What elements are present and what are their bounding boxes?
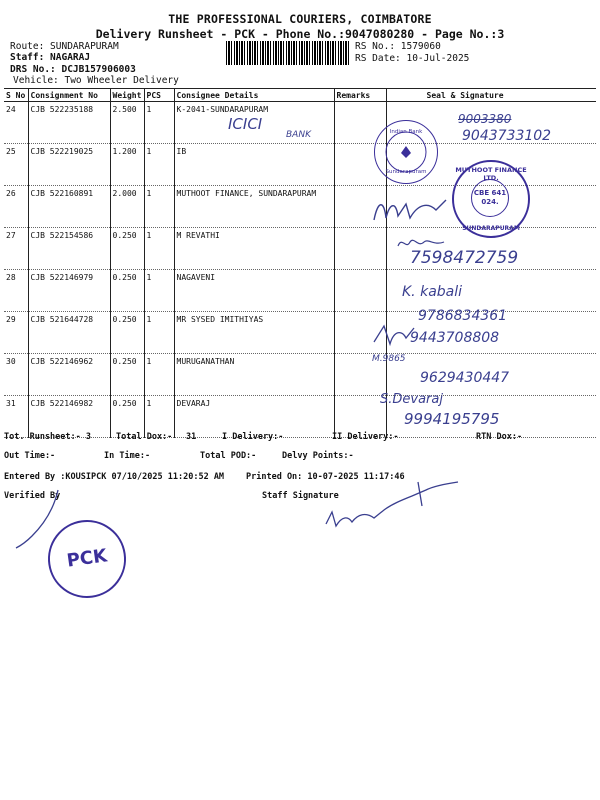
cell-pcs: 1 <box>144 228 174 270</box>
cell-consignee: NAGAVENI <box>174 270 334 312</box>
company-name: THE PROFESSIONAL COURIERS, COIMBATORE <box>168 12 432 26</box>
col-consignment: Consignment No <box>28 89 110 102</box>
cell-sno: 28 <box>4 270 28 312</box>
staff-label: Staff: NAGARAJ <box>10 52 91 63</box>
cell-consignee: M REVATHI <box>174 228 334 270</box>
col-remarks: Remarks <box>334 89 386 102</box>
cell-pcs: 1 <box>144 354 174 396</box>
cell-sno: 29 <box>4 312 28 354</box>
bank-seal-top: Indian Bank <box>389 129 423 135</box>
in-time-label: In Time:- <box>104 451 151 461</box>
rs-number: RS No.: 1579060 <box>355 41 441 52</box>
handwritten-bank: BANK <box>286 130 311 140</box>
handwritten-signature-31: S.Devaraj <box>380 392 443 407</box>
cell-sno: 27 <box>4 228 28 270</box>
col-weight: Weight <box>110 89 144 102</box>
handwritten-phone-struck: 9003380 <box>458 112 512 126</box>
cell-consignment: CJB 522146979 <box>28 270 110 312</box>
table-header <box>4 89 596 102</box>
cell-consignment: CJB 522146982 <box>28 396 110 438</box>
muthoot-stamp-bottom: SUNDARAPURAM <box>462 225 520 232</box>
cell-weight: 0.250 <box>110 312 144 354</box>
cell-consignee: MURUGANATHAN <box>174 354 334 396</box>
cell-sno: 26 <box>4 186 28 228</box>
handwritten-mobile-30: M.9865 <box>372 354 406 364</box>
cell-pcs: 1 <box>144 312 174 354</box>
col-sno: S No <box>4 89 28 102</box>
rs-date: RS Date: 10-Jul-2025 <box>355 53 470 64</box>
cell-remarks <box>334 270 386 312</box>
cell-consignee: MR SYSED IMITHIYAS <box>174 312 334 354</box>
handwritten-phone-30: 9629430447 <box>420 370 510 386</box>
cell-sno: 25 <box>4 144 28 186</box>
cell-pcs: 1 <box>144 102 174 144</box>
cell-pcs: 1 <box>144 144 174 186</box>
cell-sno: 24 <box>4 102 28 144</box>
cell-consignee: IB <box>174 144 334 186</box>
cell-sno: 30 <box>4 354 28 396</box>
cell-weight: 0.250 <box>110 228 144 270</box>
cell-consignment: CJB 522219025 <box>28 144 110 186</box>
runsheet-title: Delivery Runsheet - PCK - Phone No.:9047080280 - Page No.:3 <box>95 27 505 41</box>
vehicle-label: Vehicle: Two Wheeler Delivery <box>13 75 179 86</box>
cell-remarks <box>334 228 386 270</box>
cell-consignee: K-2041-SUNDARAPURAM <box>174 102 334 144</box>
delvy-points-label: Delvy Points:- <box>282 451 354 461</box>
col-pcs: PCS <box>144 89 174 102</box>
cell-weight: 2.000 <box>110 186 144 228</box>
total-dox-value: 31 <box>186 432 197 442</box>
cell-consignment: CJB 522235188 <box>28 102 110 144</box>
handwritten-phone-31: 9994195795 <box>404 410 500 428</box>
cell-weight: 0.250 <box>110 396 144 438</box>
signature-26 <box>370 196 450 226</box>
col-seal: Seal & Signature <box>386 89 596 102</box>
staff-signature-label: Staff Signature <box>262 491 339 501</box>
cell-consignment: CJB 522146962 <box>28 354 110 396</box>
table-row <box>4 312 596 354</box>
printed-on: Printed On: 10-07-2025 11:17:46 <box>246 472 405 482</box>
bank-seal-stamp <box>374 120 438 184</box>
cell-consignee: DEVARAJ <box>174 396 334 438</box>
muthoot-stamp-center: CBE 641 024. <box>471 179 509 217</box>
i-delivery-label: I Delivery:- <box>222 432 284 442</box>
handwritten-phone-27: 7598472759 <box>410 248 519 268</box>
staff-signature-scribble <box>322 476 462 532</box>
handwritten-phone-29a: 9786834361 <box>418 308 508 324</box>
total-runsheet: Tot. Runsheet:- 3 <box>4 432 91 442</box>
ii-delivery-label: II Delivery:- <box>332 432 399 442</box>
total-dox-label: Total Dox:- <box>116 432 173 442</box>
cell-weight: 0.250 <box>110 354 144 396</box>
cell-pcs: 1 <box>144 186 174 228</box>
drs-number: DRS No.: DCJB157906003 <box>10 64 136 75</box>
cell-pcs: 1 <box>144 396 174 438</box>
cell-weight: 0.250 <box>110 270 144 312</box>
handwritten-signature-28: K. kabali <box>402 284 463 300</box>
cell-weight: 1.200 <box>110 144 144 186</box>
cell-consignment: CJB 522160891 <box>28 186 110 228</box>
table-row <box>4 270 596 312</box>
total-pod-label: Total POD:- <box>200 451 257 461</box>
cell-consignment: CJB 521644728 <box>28 312 110 354</box>
cell-consignment: CJB 522154586 <box>28 228 110 270</box>
cell-weight: 2.500 <box>110 102 144 144</box>
cell-sno: 31 <box>4 396 28 438</box>
pck-stamp: PCK <box>43 515 131 603</box>
handwritten-phone-24: 9043733102 <box>462 128 552 144</box>
handwritten-phone-29b: 9443708808 <box>410 330 500 346</box>
verified-by-label: Verified By <box>4 491 61 501</box>
bank-seal-bottom: Sundarapuram <box>385 169 427 175</box>
out-time-label: Out Time:- <box>4 451 56 461</box>
barcode <box>226 41 350 65</box>
route-label: Route: SUNDARAPURAM <box>10 41 119 52</box>
rtn-dox-label: RTN Dox:- <box>476 432 523 442</box>
cell-consignee: MUTHOOT FINANCE, SUNDARAPURAM <box>174 186 334 228</box>
entered-by: Entered By :KOUSIPCK 07/10/2025 11:20:52 AM <box>4 472 225 482</box>
muthoot-finance-stamp <box>452 160 530 238</box>
handwritten-icici: ICICI <box>228 115 263 133</box>
muthoot-stamp-ring: MUTHOOT FINANCE LTD. <box>455 166 527 182</box>
cell-pcs: 1 <box>144 270 174 312</box>
col-consignee: Consignee Details <box>174 89 334 102</box>
